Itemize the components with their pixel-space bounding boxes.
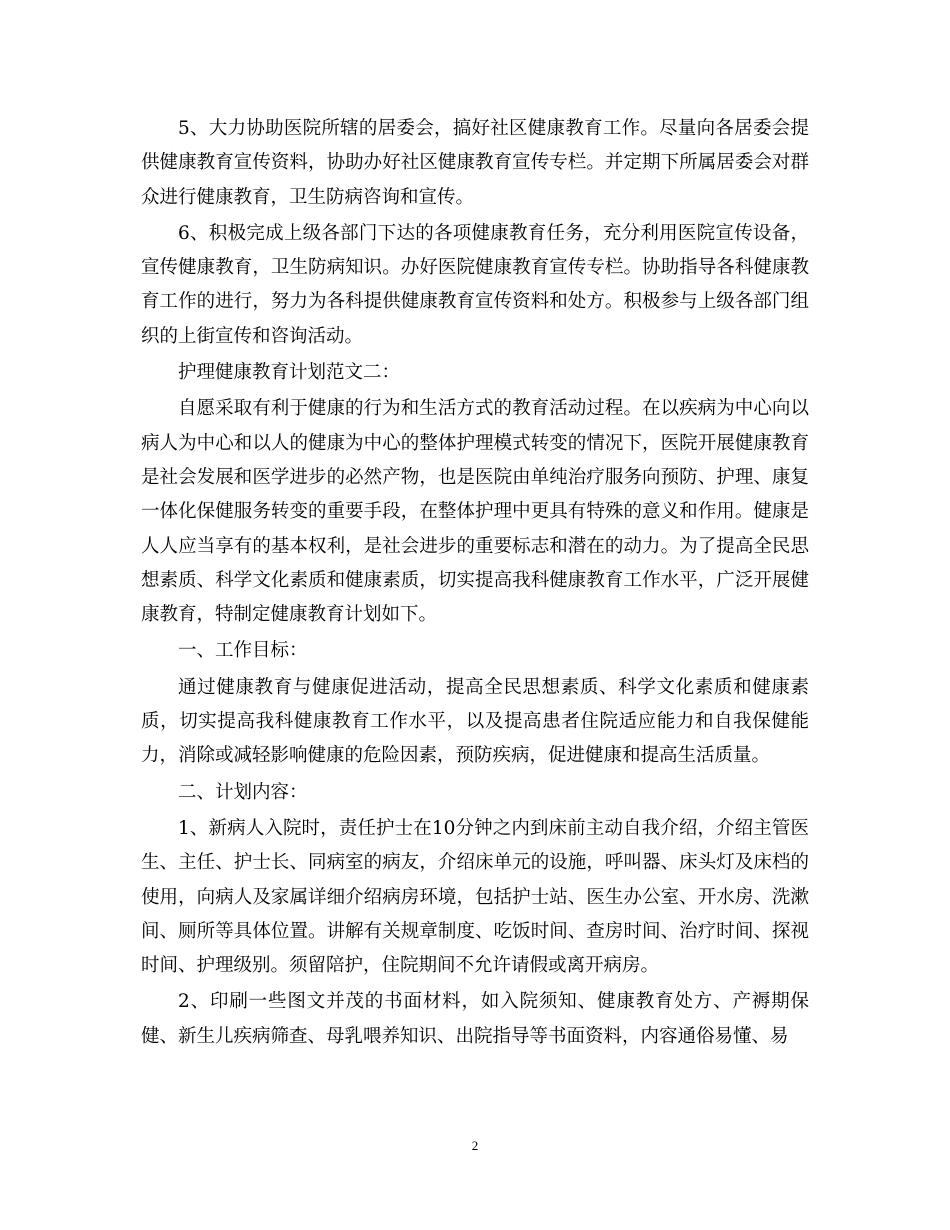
paragraph-work-goal: 通过健康教育与健康促进活动，提高全民思想素质、科学文化素质和健康素质，切实提高我科健康教育工作水平，以及提高患者住院适应能力和自我保健能力，消除或减轻影响健康的危险因素，预防疾病，促进健康和提高生活质量。 [141, 676, 809, 767]
page-number: 2 [471, 1138, 479, 1153]
page-body [141, 112, 809, 1056]
paragraph-item-6: 6、积极完成上级各部门下达的各项健康教育任务，充分利用医院宣传设备，宣传健康教育，卫生防病知识。办好医院健康教育宣传专栏。协助指导各科健康教育工作的进行，努力为各科提供健康教育宣传资料和处方。积极参与上级各部门组织的上街宣传和咨询活动。 [141, 222, 809, 347]
paragraph-introduction: 自愿采取有利于健康的行为和生活方式的教育活动过程。在以疾病为中心向以病人为中心和以人的健康为中心的整体护理模式转变的情况下，医院开展健康教育是社会发展和医学进步的必然产物，也是医院由单纯治疗服务向预防、护理、康复一体化保健服务转变的重要手段，在整体护理中更具有特殊的意义和作用。健康是人人应当享有的基本权利，是社会进步的重要标志和潜在的动力。为了提高全民思想素质、科学文化素质和健康素质，切实提高我科健康教育工作水平，广泛开展健康教育，特制定健康教育计划如下。 [141, 398, 809, 626]
section-heading-sample-two: 护理健康教育计划范文二： [178, 362, 401, 384]
paragraph-plan-item-1: 1、新病人入院时，责任护士在10分钟之内到床前主动自我介绍，介绍主管医生、主任、护士长、同病室的病友，介绍床单元的设施，呼叫器、床头灯及床档的使用，向病人及家属详细介绍病房环境，包括护士站、医生办公室、开水房、洗漱间、厕所等具体位置。讲解有关规章制度、吃饭时间、查房时间、治疗时间、探视时间、护理级别。须留陪护，住院期间不允许请假或离开病房。 [141, 817, 809, 977]
paragraph-item-5: 5、大力协助医院所辖的居委会，搞好社区健康教育工作。尽量向各居委会提供健康教育宣传资料，协助办好社区健康教育宣传专栏。并定期下所属居委会对群众进行健康教育，卫生防病咨询和宣传。 [141, 118, 809, 208]
section-heading-work-goal: 一、工作目标： [178, 640, 308, 662]
section-heading-plan-content: 二、计划内容： [178, 781, 308, 803]
paragraph-plan-item-2: 2、印刷一些图文并茂的书面材料，如入院须知、健康教育处方、产褥期保健、新生儿疾病筛查、母乳喂养知识、出院指导等书面资料，内容通俗易懂、易 [141, 991, 809, 1047]
